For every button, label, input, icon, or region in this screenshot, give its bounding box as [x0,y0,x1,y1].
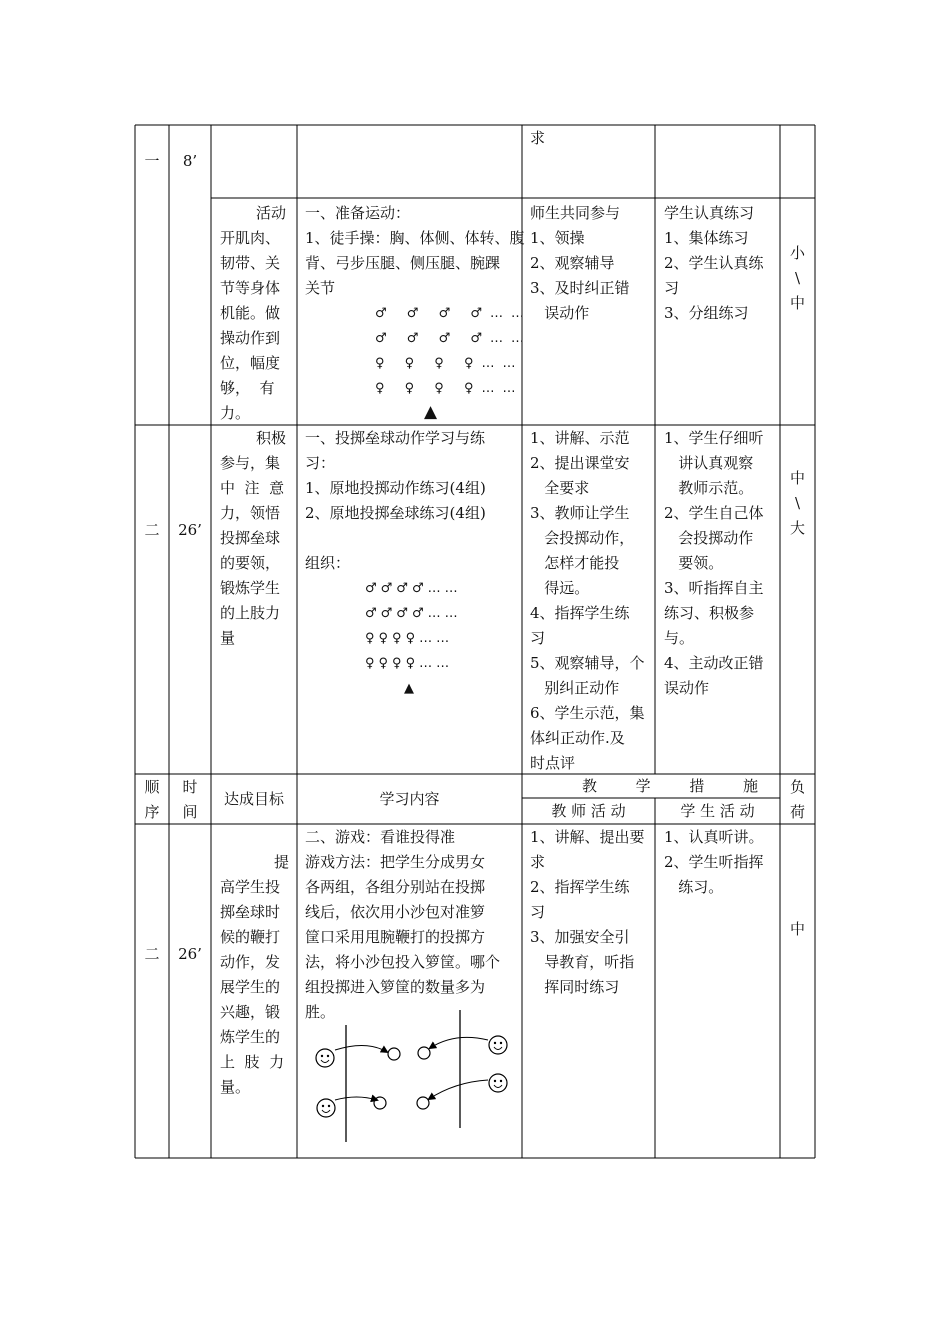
game-load: 中 [789,920,805,938]
game-order: 二 [144,945,160,963]
throw-teacher-line: 4、指挥学生练 [530,604,630,622]
row1-time: 8’ [182,152,198,170]
game-content-line: 法，将小沙包投入箩筐。哪个 [305,953,501,971]
throw-formation [365,576,515,676]
header-order-char: 顺 [144,778,160,796]
game-content-line: 胜。 [305,1003,336,1021]
game-content-line: 筐口采用甩腕鞭打的投掷方 [305,928,486,946]
throw-student-line: 要领。 [664,554,724,572]
warmup-student-line: 学生认真练习 [664,204,755,222]
game-goal-line: 动作，发 [220,953,281,971]
header-measures-char: 学 [635,777,651,795]
formation-row-female: ♀ ♀ ♀ ♀…… [375,381,524,396]
throw-student-activity [664,426,778,701]
smiley-icon [489,1074,507,1092]
throw-time: 26’ [178,521,202,539]
game-time: 26’ [178,945,202,963]
game-content-line: 线后，依次用小沙包对准箩 [305,903,486,921]
game-goal-line: 候的鞭打 [220,928,281,946]
throw-student-line: 3、听指挥自主 [664,579,764,597]
warmup-goal-line: 操动作到 [220,329,281,347]
formation-row-male: ♂ ♂ ♂ ♂…… [375,306,533,321]
throw-goal-line: 的要领， [220,554,281,572]
throw-teacher-activity [530,426,654,776]
throw-teacher-line: 5、观察辅导，个 [530,654,645,672]
warmup-teacher-line: 1、领操 [530,229,585,247]
header-measures-char: 措 [689,777,705,795]
game-diagram [305,1010,520,1145]
game-teacher-line: 3、加强安全引 [530,928,630,946]
game-content [305,825,520,1025]
warmup-content-line: 一、准备运动： [305,204,411,222]
header-time-char: 时 [182,778,198,796]
basket-icon [374,1097,386,1109]
basket-icon [417,1097,429,1109]
warmup-goal-line: 节等身体 [220,279,281,297]
game-goal-line: 掷垒球时 [220,903,281,921]
warmup-goal [220,201,292,426]
warmup-goal-line: 活动 [256,204,287,222]
game-teacher-line: 求 [530,853,546,871]
game-goal-line: 量。 [220,1078,251,1096]
throw-content-line: 1、原地投掷动作练习(4组) [305,479,486,497]
smiley-icon [316,1049,334,1067]
throw-goal-line: 量 [220,629,236,647]
warmup-formation [375,301,533,401]
throw-goal-line: 锻炼学生 [220,579,281,597]
throw-teacher-line: 怎样才能投 [530,554,620,572]
load-char: 中 [789,469,805,487]
warmup-content-line: 关节 [305,279,336,297]
throw-goal-line: 的上肢力 [220,604,281,622]
game-teacher-line: 导教育，听指 [530,953,635,971]
formation-row-female: ♀ ♀ ♀ ♀…… [375,356,524,371]
game-goal-line: 展学生的 [220,978,281,996]
game-goal-line: 炼学生的 [220,1028,281,1046]
warmup-goal-line: 开肌肉、 [220,229,281,247]
throw-student-line: 讲认真观察 [664,454,754,472]
throw-teacher-line: 1、讲解、示范 [530,429,630,447]
header-measures-char: 施 [742,777,758,795]
throw-arrow [335,1097,377,1100]
smiley-icon [489,1036,507,1054]
warmup-goal-line: 位，幅度 [220,354,281,372]
game-goal [220,850,292,1100]
game-teacher-line: 挥同时练习 [530,978,620,996]
game-content-line: 组投掷进入箩筐的数量多为 [305,978,486,996]
throw-content-line: 一、投掷垒球动作学习与练 [305,429,486,447]
throw-arrow [430,1037,488,1048]
throw-goal-line: 力，领悟 [220,504,281,522]
header-goal: 达成目标 [223,790,284,808]
row1-order: 一 [144,152,160,170]
throw-teacher-line: 体纠正动作.及 [530,729,625,747]
throw-teacher-line: 得远。 [530,579,590,597]
throw-content-line [305,526,520,551]
throw-load [780,466,815,541]
throw-teacher-line: 6、学生示范，集 [530,704,645,722]
basket-icon [418,1047,430,1059]
formation-row-female: ♀♀♀♀…… [365,656,454,671]
throw-teacher-line: 全要求 [530,479,590,497]
warmup-content-line: 1、徒手操：胸、体侧、体转、腹 [305,229,525,247]
warmup-student-line: 习 [664,279,680,297]
throw-student-line: 练习、积极参 [664,604,755,622]
basket-icon [388,1048,400,1060]
game-goal-line: 高学生投 [220,878,281,896]
warmup-content [305,201,525,301]
throw-goal [220,426,292,651]
warmup-teacher-line: 师生共同参与 [530,204,621,222]
game-content-line: 游戏方法：把学生分成男女 [305,853,486,871]
warmup-student-line: 1、集体练习 [664,229,749,247]
game-student-line: 2、学生听指挥 [664,853,764,871]
warmup-student-line: 3、分组练习 [664,304,749,322]
throw-student-line: 4、主动改正错 [664,654,764,672]
throw-teacher-line: 2、提出课堂安 [530,454,630,472]
game-teacher-line: 2、指挥学生练 [530,878,630,896]
row1-teacher-continuation: 求 [530,129,546,147]
header-measures [582,774,758,799]
throw-student-line: 教师示范。 [664,479,754,497]
warmup-teacher-activity [530,201,652,326]
warmup-teacher-line: 3、及时纠正错 [530,279,630,297]
throw-teacher-line: 会投掷动作， [530,529,635,547]
game-goal-line: 提 [274,853,290,871]
game-goal-line: 兴趣，锻 [220,1003,281,1021]
warmup-teacher-line: 2、观察辅导 [530,254,615,272]
throw-content [305,426,520,576]
throw-goal-line: 投掷垒球 [220,529,281,547]
throw-teacher-marker: ▲ [404,681,414,696]
game-content-line: 二、游戏：看谁投得准 [305,828,456,846]
formation-row-male: ♂ ♂ ♂ ♂…… [375,331,533,346]
formation-row-female: ♀♀♀♀…… [365,631,454,646]
smiley-icon [317,1099,335,1117]
load-char: 中 [789,294,805,312]
game-student-line: 1、认真听讲。 [664,828,764,846]
load-char: 大 [789,519,805,537]
warmup-teacher-line: 误动作 [530,304,590,322]
header-content: 学习内容 [379,790,440,808]
warmup-student-activity [664,201,778,326]
header-load [780,775,815,825]
warmup-goal-line: 机能。做 [220,304,281,322]
throw-goal-line: 中 注 意 [220,479,285,497]
header-student-activity: 学 生 活 动 [680,802,755,820]
throw-student-line: 误动作 [664,679,710,697]
warmup-content-line: 背、弓步压腿、侧压腿、腕踝 [305,254,501,272]
warmup-student-line: 2、学生认真练 [664,254,764,272]
game-student-activity [664,825,778,900]
formation-row-male: ♂♂♂♂…… [365,581,462,596]
throw-student-line: 1、学生仔细听 [664,429,764,447]
warmup-goal-line: 够， 有 [220,379,275,397]
throw-content-line: 习： [305,454,336,472]
header-order [135,775,169,825]
throw-goal-line: 积极 [256,429,287,447]
game-teacher-activity [530,825,654,1000]
throw-student-line: 2、学生自己体 [664,504,764,522]
header-order-char: 序 [144,803,160,821]
load-char: \ [794,494,801,512]
throw-goal-line: 参与，集 [220,454,281,472]
throw-arrow [335,1045,387,1052]
throw-content-line: 组织： [305,554,351,572]
game-content-line: 各两组，各组分别站在投掷 [305,878,486,896]
throw-teacher-line: 时点评 [530,754,576,772]
game-teacher-line: 1、讲解、提出要 [530,828,645,846]
warmup-goal-line: 韧带、关 [220,254,281,272]
header-time-char: 间 [182,803,198,821]
header-time [169,775,211,825]
throw-content-line: 2、原地投掷垒球练习(4组) [305,504,486,522]
throw-order: 二 [144,521,160,539]
header-load-char: 负 [789,778,805,796]
game-goal-line: 上 肢 力 [220,1053,285,1071]
formation-row-male: ♂♂♂♂…… [365,606,462,621]
warmup-goal-line: 力。 [220,404,251,422]
header-teacher-activity: 教 师 活 动 [551,802,626,820]
throw-student-line: 与。 [664,629,695,647]
throw-teacher-line: 习 [530,629,546,647]
load-char: 小 [789,244,805,262]
throw-arrow [429,1080,488,1099]
warmup-load [780,241,815,316]
header-load-char: 荷 [789,803,805,821]
throw-teacher-line: 别纠正动作 [530,679,620,697]
load-char: \ [794,269,801,287]
throw-student-line: 会投掷动作 [664,529,754,547]
game-teacher-line: 习 [530,903,546,921]
game-student-line: 练习。 [664,878,724,896]
warmup-teacher-marker: ▲ [424,402,438,422]
throw-teacher-line: 3、教师让学生 [530,504,630,522]
header-measures-char: 教 [582,777,598,795]
